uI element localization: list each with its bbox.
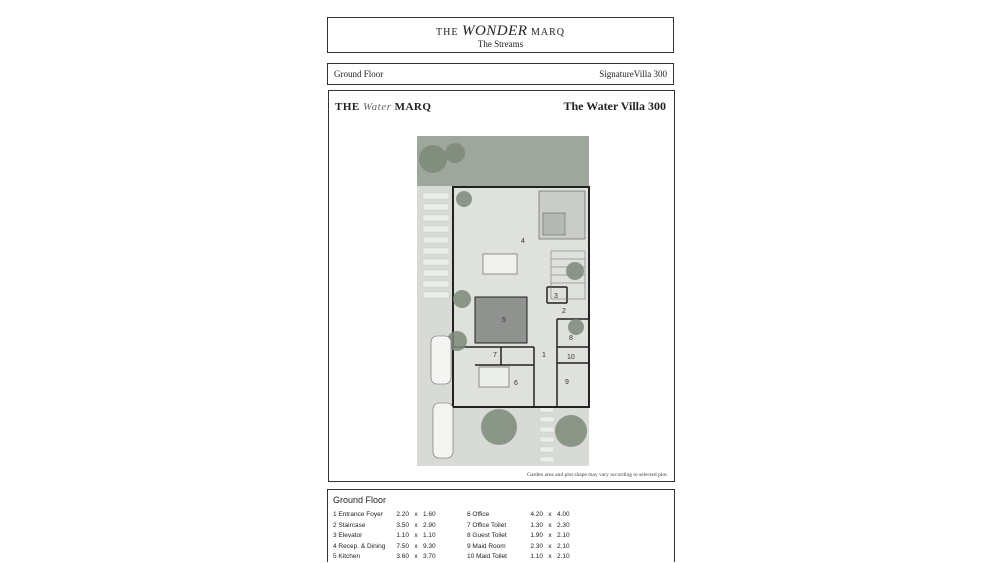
table-row: 2 Staircase 3.50 x 2.90 xyxy=(333,521,436,529)
brand-logo xyxy=(328,23,673,40)
brand-prefix: THE xyxy=(436,27,459,38)
brand-main: WONDER xyxy=(461,23,528,39)
rooms-column-left xyxy=(333,510,437,563)
room-number-2: 2 xyxy=(562,308,566,315)
plan-brand-prefix: THE xyxy=(335,101,360,113)
room-number-9: 9 xyxy=(565,379,569,386)
floor-bar xyxy=(327,63,674,85)
floor-plan-drawing xyxy=(329,91,676,483)
table-row: 3 Elevator 1.10 x 1.10 xyxy=(333,532,436,540)
brand-header xyxy=(327,17,674,53)
rooms-table-title: Ground Floor xyxy=(333,495,387,505)
floor-plan-panel xyxy=(328,90,675,482)
office-desk xyxy=(479,367,509,387)
table-row: 4 Recep. & Dining 7.50 x 9.30 xyxy=(333,542,436,550)
room-number-3: 3 xyxy=(554,293,558,300)
dining-table xyxy=(483,254,517,274)
room-number-5: 5 xyxy=(502,317,506,324)
plan-title: The Water Villa 300 xyxy=(563,99,666,113)
table-row: 6 Office 4.20 x 4.00 xyxy=(467,511,570,518)
rooms-table xyxy=(327,489,675,562)
room-number-7: 7 xyxy=(493,352,497,359)
table-row: 9 Maid Room 2.30 x 2.10 xyxy=(467,542,570,550)
plan-brand-logo xyxy=(335,101,431,113)
plan-brand-suffix: MARQ xyxy=(394,101,432,113)
project-subtitle: The Streams xyxy=(477,39,524,49)
table-row: 1 Entrance Foyer 2.20 x 1.60 xyxy=(333,511,436,518)
table-row: 5 Kitchen 3.60 x 3.70 xyxy=(333,553,436,561)
floor-label: Ground Floor xyxy=(334,69,384,79)
coffee-table xyxy=(543,213,565,235)
table-row: 10 Maid Toilet 1.10 x 2.10 xyxy=(467,553,570,561)
plan-brand-script: Water xyxy=(362,101,392,113)
room-number-4: 4 xyxy=(521,238,525,245)
table-row: 7 Office Toilet 1.30 x 2.30 xyxy=(467,521,570,529)
room-number-10: 10 xyxy=(567,354,575,361)
room-number-8: 8 xyxy=(569,335,573,342)
room-number-1: 1 xyxy=(542,352,546,359)
brand-suffix: MARQ xyxy=(530,27,565,38)
villa-label: SignatureVilla 300 xyxy=(599,69,667,79)
plan-disclaimer: Garden area and plot shape may vary according to selected plot. xyxy=(527,472,668,478)
room-number-6: 6 xyxy=(514,380,518,387)
rooms-column-right xyxy=(467,510,571,563)
kitchen-block xyxy=(475,297,527,343)
table-row: 8 Guest Toilet 1.90 x 2.10 xyxy=(467,532,570,540)
